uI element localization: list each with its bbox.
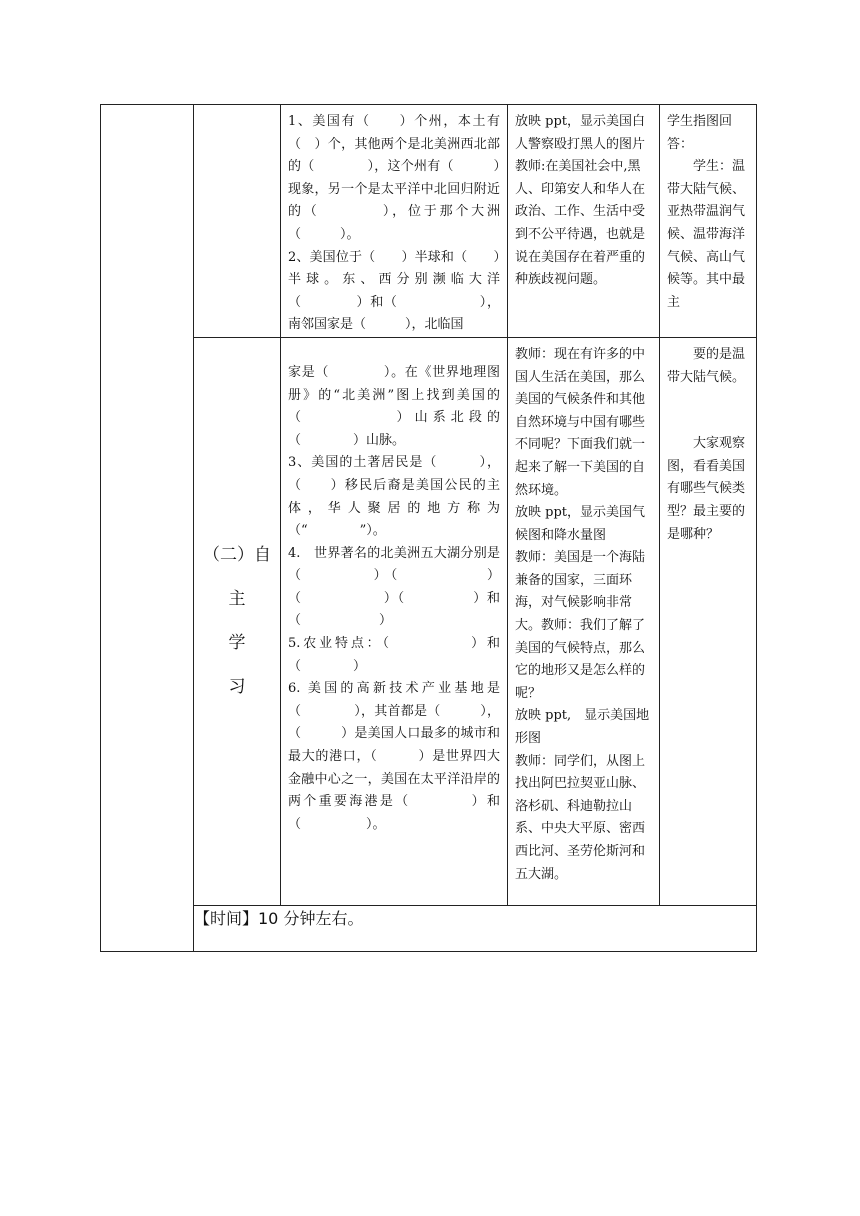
section-label-line: 习 (228, 677, 246, 698)
teacher-activity-cell (508, 337, 660, 905)
teacher-paragraph: 教师：同学们，从图上找出阿巴拉契亚山脉、洛杉矶、科迪勒拉山系、中央大平原、密西西比河、圣劳伦斯河和五大湖。 (515, 753, 646, 882)
student-paragraph: 要的是温带大陆气候。 (667, 346, 746, 385)
content-paragraph: 5.农业特点：（ ）和（ ） (288, 636, 500, 674)
content-paragraph: 4. 世界著名的北美洲五大湖分别是（ ）（ ）（ ）（ ）和（ ） (288, 545, 500, 629)
left-blank-column (101, 105, 194, 952)
content-cell (281, 105, 508, 338)
table-row (101, 105, 757, 338)
teacher-paragraph: 放映 ppt, 显示美国地形图 (515, 708, 650, 747)
teacher-paragraph: 放映 ppt，显示美国白人警察殴打黑人的图片 (515, 114, 646, 152)
lesson-plan-table (100, 104, 757, 952)
time-note: 【时间】10 分钟左右。 (194, 905, 757, 951)
student-activity-cell (660, 337, 757, 905)
teacher-activity-cell (508, 105, 660, 338)
student-activity-cell (660, 105, 757, 338)
teacher-paragraph: 教师：现在有许多的中国人生活在美国，那么美国的气候条件和其他自然环境与中国有哪些不同呢？下面我们就一起来了解一下美国的自然环境。 (515, 346, 646, 498)
content-paragraph: 6. 美国的高新技术产业基地是（ ），其首都是（ ），（ ）是美国人口最多的城市和最大的港口，（ ）是世界四大金融中心之一，美国在太平洋沿岸的两个重要海港是（ ）和（ ）。 (288, 681, 500, 832)
teacher-paragraph: 教师：美国是一个海陆兼备的国家，三面环海，对气候影响非常大。教师：我们了解了美国的气候特点，那么它的地形又是怎么样的呢？ (515, 550, 646, 701)
student-paragraph: 大家观察图，看看美国有哪些气候类型？最主要的是哪种？ (667, 436, 746, 542)
section-label-cell (194, 337, 281, 905)
section-label-cell-empty (194, 105, 281, 338)
student-paragraph: 学生指图回答： (667, 114, 733, 152)
content-paragraph: 3、美国的土著居民是（ ），（ ）移民后裔是美国公民的主体，华人聚居的地方称为（“ ”）。 (288, 455, 500, 539)
table-row (101, 337, 757, 905)
section-label-line: 主 (228, 589, 246, 610)
content-paragraph: 1、美国有（ ）个州，本土有（ ）个，其他两个是北美洲西北部的（ ），这个州有（ ）现象，另一个是太平洋中北回归附近的（ ），位于那个大洲（ ）。 (288, 114, 500, 242)
table-row (101, 905, 757, 951)
content-paragraph: 家是（ ）。在《世界地理图册》的“北美洲”图上找到美国的（ ）山系北段的（ ）山脉。 (288, 364, 500, 448)
teacher-paragraph: 教师:在美国社会中,黑人、印第安人和华人在政治、工作、生活中受到不公平待遇，也就是说在美国存在着严重的种族歧视问题。 (515, 159, 646, 288)
content-cell (281, 337, 508, 905)
teacher-paragraph: 放映 ppt，显示美国气候图和降水量图 (515, 505, 646, 543)
section-label-line: 学 (228, 633, 246, 654)
section-label-line: （二）自 (203, 545, 271, 566)
student-paragraph: 学生：温带大陆气候、亚热带温润气候、温带海洋气候、高山气候等。其中最主 (667, 159, 746, 310)
content-paragraph: 2、美国位于（ ）半球和（ ）半球。东、西分别濒临大洋（ ）和（ ），南邻国家是（ ），北临国 (288, 249, 500, 333)
